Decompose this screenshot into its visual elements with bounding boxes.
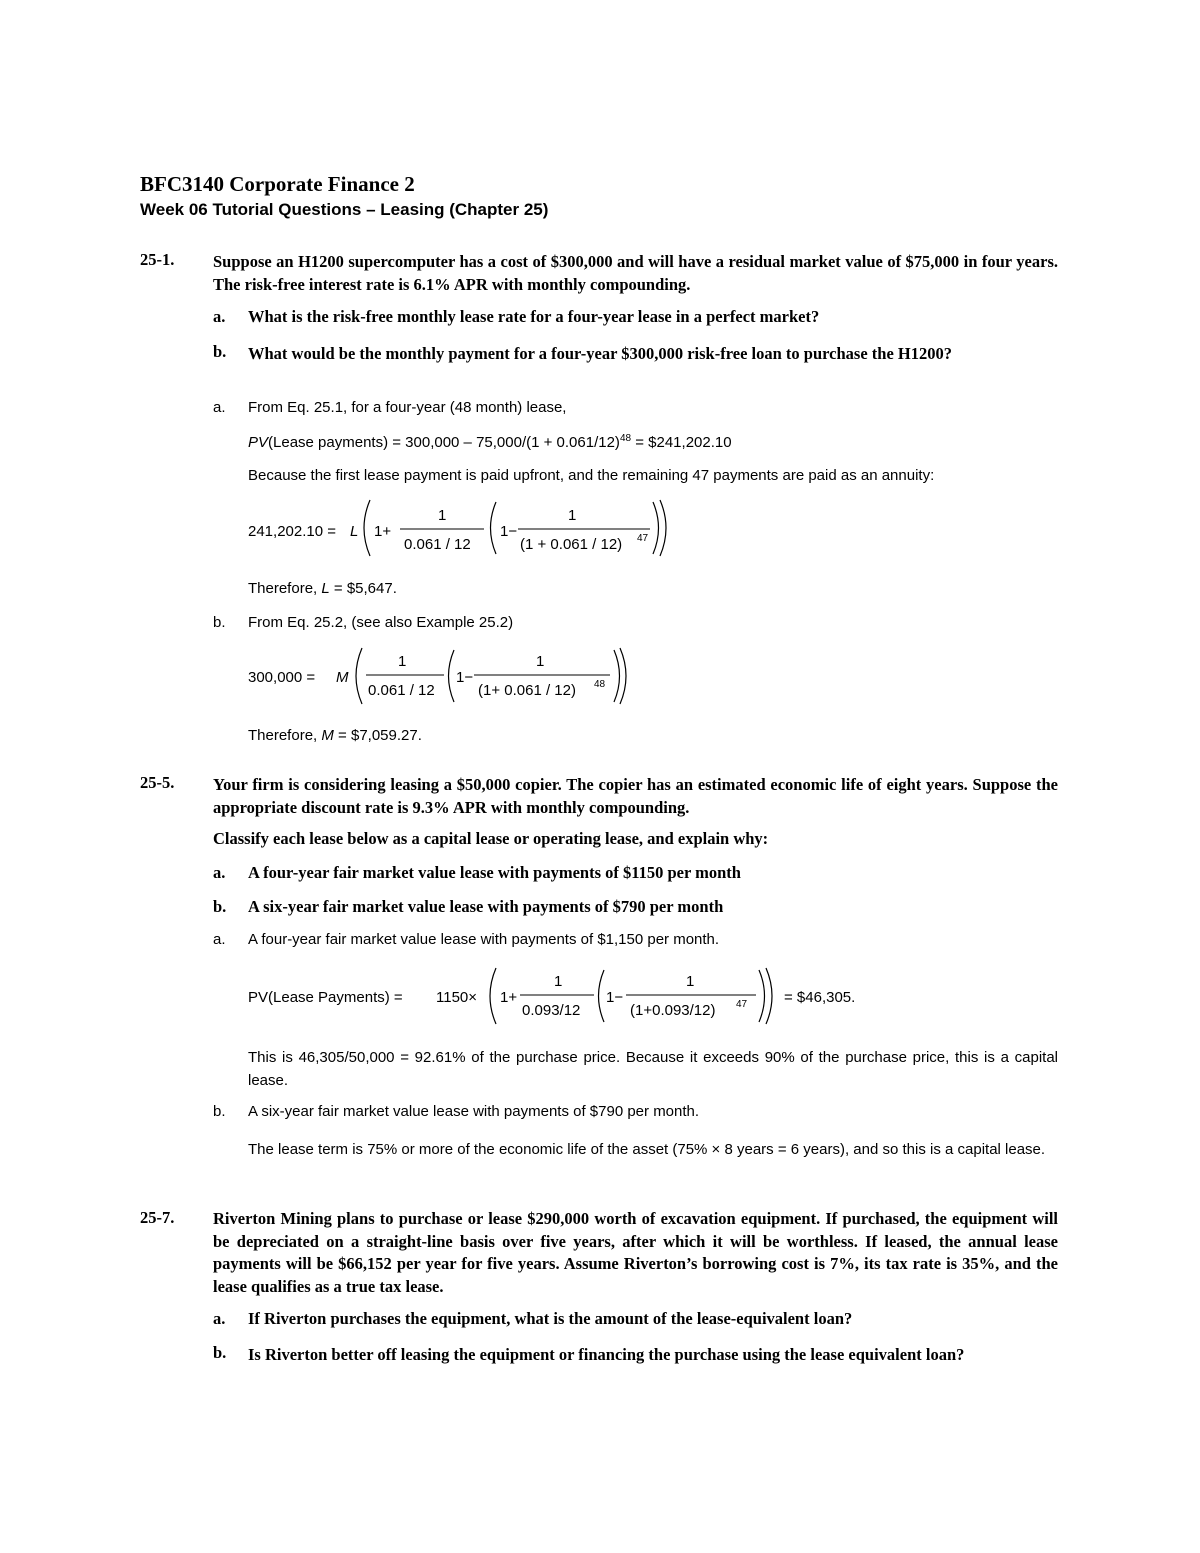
eq2-num2: 1 [536,653,545,670]
pv-expression: (Lease payments) = 300,000 – 75,000/(1 + 0.061/12) [268,434,620,451]
answer-b-conclusion [248,727,422,744]
eq3-lhs: PV(Lease Payments) = [248,989,403,1006]
part-b-text: What would be the monthly payment for a four-year $300,000 risk-free loan to purchase the H1200? [248,344,952,363]
payment-result: = $7,059.27. [338,727,422,744]
eq1-den1: 0.061 / 12 [404,536,471,553]
week-subtitle: Week 06 Tutorial Questions – Leasing (Chapter 25) [140,200,549,219]
eq3-pay: 1150× [436,989,478,1006]
answer-b-label: b. [213,1103,226,1120]
eq3-den1: 0.093/12 [522,1002,581,1019]
eq3-den2: (1+0.093/12) [630,1002,716,1019]
question-text: Riverton Mining plans to purchase or lease $290,000 worth of excavation equipment. If purchased, the equipment will be depreciated on a straight-line basis over five years, after which it will be worthless. If leased, the annual lease payments will be $66,152 per year for five years. Assume Riverton’s borrowing cost is 7%, its tax rate is 35%, and the lease qualifies as a true tax lease. [213,1209,1058,1296]
part-a-label: a. [213,307,226,326]
eq3-exp: 47 [736,999,748,1010]
eq2-den1: 0.061 / 12 [368,682,435,699]
part-a-label: a. [213,1309,226,1328]
right-paren [620,648,626,704]
lease-annuity-equation [248,496,678,560]
classify-instruction: Classify each lease below as a capital lease or operating lease, and explain why: [213,829,769,848]
lease-var: L [321,580,330,597]
answer-a-label: a. [213,399,226,416]
pv-exponent: 48 [619,433,632,444]
part-a-text: A four-year fair market value lease with payments of $1150 per month [248,863,741,882]
eq2-var: M [336,669,349,686]
left-paren [490,968,496,1024]
eq2-exp: 48 [594,679,606,690]
answer-a-explanation: This is 46,305/50,000 = 92.61% of the purchase price. Because it exceeds 90% of the purchase price, this is a capital lease. [248,1049,1058,1089]
eq1-exp: 47 [637,533,649,544]
right-paren [660,500,666,556]
answer-a-conclusion [248,580,397,597]
pv-lease-payments-equation [248,964,868,1028]
right-paren [766,968,772,1024]
eq3-result: = $46,305. [784,989,856,1006]
left-paren [356,648,362,704]
payment-var: M [321,727,334,744]
part-a-label: a. [213,863,226,882]
question-number: 25-5. [140,773,175,792]
eq3-one-plus: 1+ [500,989,518,1006]
answer-a-intro: A four-year fair market value lease with payments of $1,150 per month. [248,931,720,948]
eq1-var: L [350,523,359,540]
part-b-text: Is Riverton better off leasing the equipment or financing the purchase using the lease equivalent loan? [248,1345,965,1364]
answer-a-because: Because the first lease payment is paid upfront, and the remaining 47 payments are paid as an annuity: [248,467,935,484]
part-b-label: b. [213,1343,227,1362]
part-a-text: What is the risk-free monthly lease rate for a four-year lease in a perfect market? [248,307,820,326]
part-b-label: b. [213,342,227,361]
eq1-num1: 1 [438,507,447,524]
eq1-one-minus: 1− [500,523,518,540]
course-title: BFC3140 Corporate Finance 2 [140,172,415,196]
eq1-num2: 1 [568,507,577,524]
therefore: Therefore, [248,727,318,744]
part-b-text: A six-year fair market value lease with payments of $790 per month [248,897,724,916]
lease-result: = $5,647. [333,580,397,597]
part-a-text: If Riverton purchases the equipment, what is the amount of the lease-equivalent loan? [248,1309,853,1328]
eq1-lhs: 241,202.10 = [248,523,337,540]
pv-var: PV [248,434,269,451]
answer-b-label: b. [213,614,226,631]
eq2-lhs: 300,000 = [248,669,316,686]
pv-result: = $241,202.10 [631,434,732,451]
part-b-label: b. [213,897,227,916]
eq1-one-plus: 1+ [374,523,392,540]
left-paren [364,500,370,556]
left-paren [491,502,497,554]
eq2-one-minus: 1− [456,669,474,686]
eq2-den2: (1+ 0.061 / 12) [478,682,576,699]
answer-a-label: a. [213,931,226,948]
answer-b-intro: From Eq. 25.2, (see also Example 25.2) [248,614,514,631]
right-paren [653,502,659,554]
question-number: 25-1. [140,250,175,269]
right-paren [614,650,620,702]
answer-b-intro: A six-year fair market value lease with payments of $790 per month. [248,1103,700,1120]
answer-a-pv-line [248,433,732,451]
left-paren [599,970,605,1022]
eq3-one-minus: 1− [606,989,624,1006]
eq3-num2: 1 [686,973,695,990]
left-paren [449,650,455,702]
right-paren [759,970,765,1022]
answer-a-intro: From Eq. 25.1, for a four-year (48 month) lease, [248,399,567,416]
question-text: Suppose an H1200 supercomputer has a cost of $300,000 and will have a residual market value of $75,000 in four years. The risk-free interest rate is 6.1% APR with monthly compounding. [213,252,1058,294]
eq2-num1: 1 [398,653,407,670]
eq3-num1: 1 [554,973,563,990]
question-number: 25-7. [140,1208,175,1227]
loan-payment-equation [248,644,638,708]
eq1-den2: (1 + 0.061 / 12) [520,536,623,553]
answer-b-explanation: The lease term is 75% or more of the economic life of the asset (75% × 8 years = 6 years), and so this is a capital lease. [248,1141,1046,1158]
therefore: Therefore, [248,580,318,597]
question-text: Your firm is considering leasing a $50,000 copier. The copier has an estimated economic life of eight years. Suppose the appropriate discount rate is 9.3% APR with monthly compounding. [213,775,1058,817]
